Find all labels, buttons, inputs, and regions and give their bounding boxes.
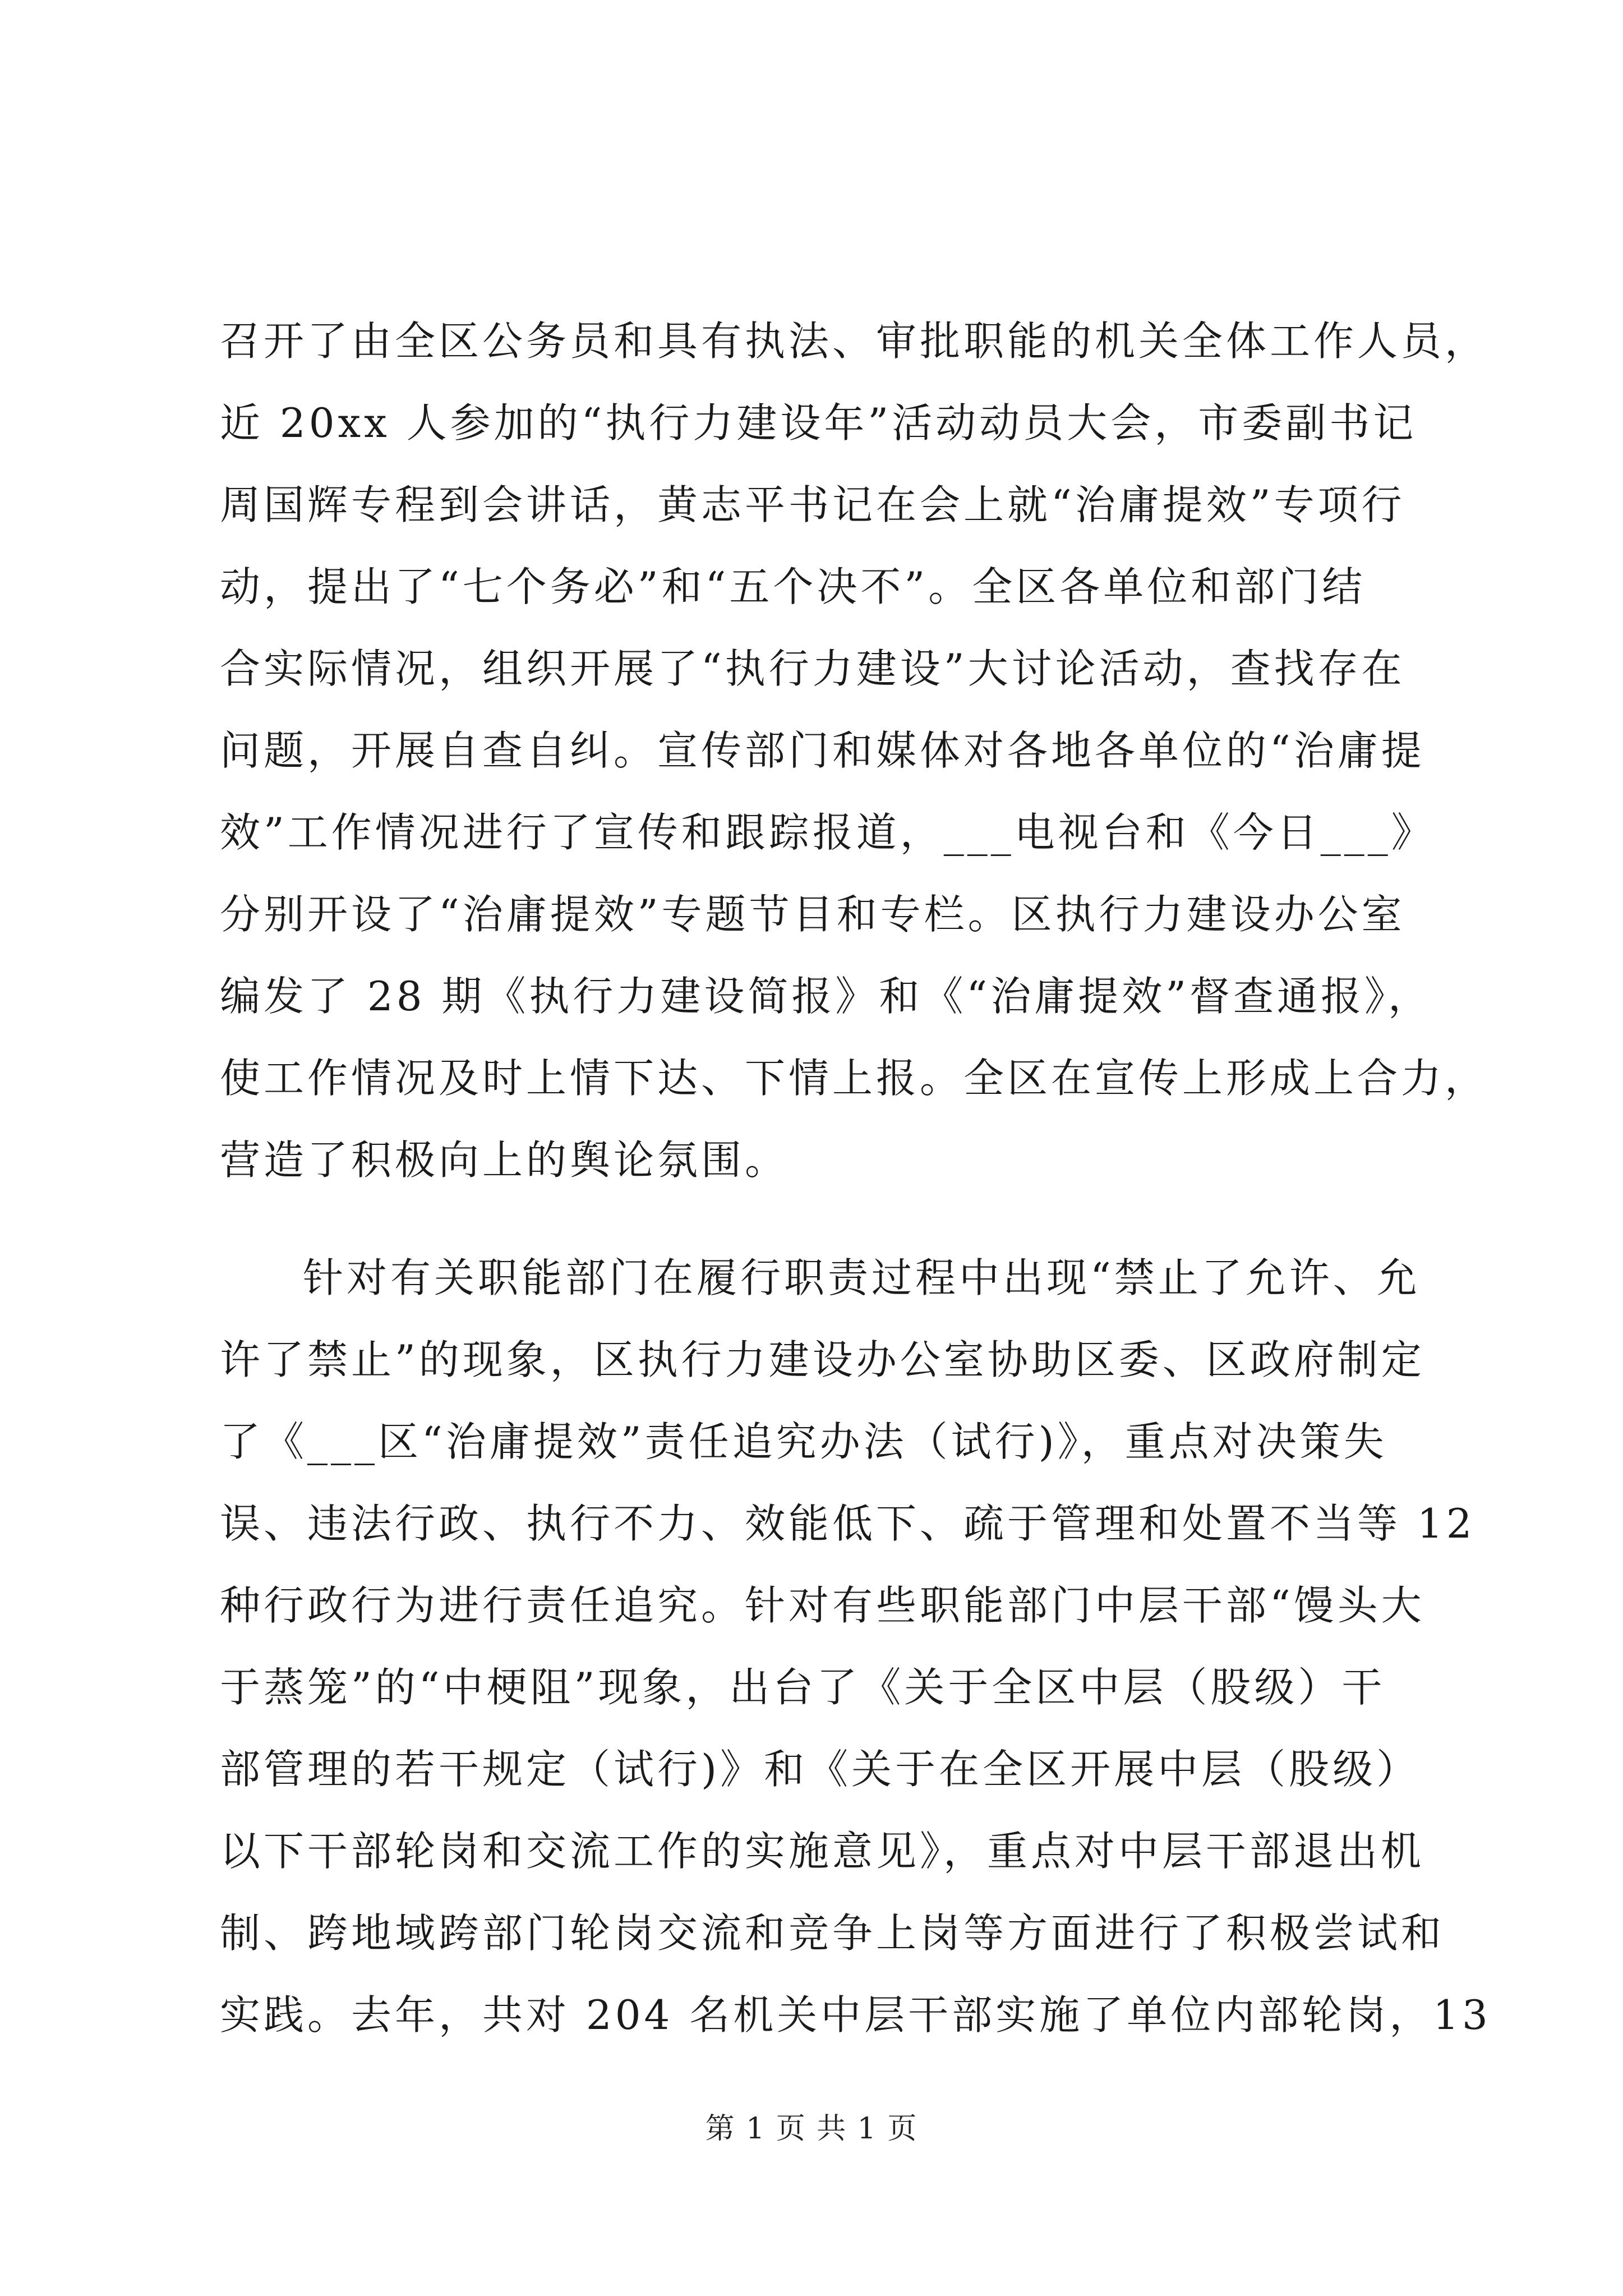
text-line: 召开了由全区公务员和具有执法、审批职能的机关全体工作人员， xyxy=(220,318,1489,365)
text-line: 制、跨地域跨部门轮岗交流和竞争上岗等方面进行了积极尝试和 xyxy=(220,1910,1445,1957)
text-line: 效”工作情况进行了宣传和跟踪报道，___电视台和《今日___》 xyxy=(220,809,1435,856)
paragraph-2 xyxy=(220,1237,1491,2056)
text-line: 误、违法行政、执行不力、效能低下、疏于管理和处置不当等 12 xyxy=(220,1500,1476,1547)
text-line: 部管理的若干规定（试行)》和《关于在全区开展中层（股级） xyxy=(220,1746,1421,1793)
text-line: 周国辉专程到会讲话，黄志平书记在会上就“治庸提效”专项行 xyxy=(220,481,1405,528)
text-line: 种行政行为进行责任追究。针对有些职能部门中层干部“馒头大 xyxy=(220,1582,1425,1629)
text-line: 许了禁止”的现象，区执行力建设办公室协助区委、区政府制定 xyxy=(220,1336,1425,1383)
text-line: 营造了积极向上的舆论氛围。 xyxy=(220,1137,789,1184)
paragraph-spacing xyxy=(220,1201,1414,1237)
text-line: 以下干部轮岗和交流工作的实施意见》，重点对中层干部退出机 xyxy=(220,1828,1425,1875)
text-line: 分别开设了“治庸提效”专题节目和专栏。区执行力建设办公室 xyxy=(220,891,1405,938)
text-line: 动，提出了“七个务必”和“五个决不”。全区各单位和部门结 xyxy=(220,563,1366,610)
page-number-footer: 第 1 页 共 1 页 xyxy=(705,2112,918,2146)
text-line: 针对有关职能部门在履行职责过程中出现“禁止了允许、允 xyxy=(303,1254,1421,1301)
text-line: 了《___区“治庸提效”责任追究办法（试行)》，重点对决策失 xyxy=(220,1418,1387,1465)
text-line: 使工作情况及时上情下达、下情上报。全区在宣传上形成上合力， xyxy=(220,1055,1489,1102)
text-line: 编发了 28 期《执行力建设简报》和《“治庸提效”督查通报》， xyxy=(220,973,1432,1020)
text-line: 实践。去年，共对 204 名机关中层干部实施了单位内部轮岗，13 xyxy=(220,1991,1491,2039)
paragraph-1 xyxy=(220,300,1489,1201)
body-text xyxy=(220,300,1491,2056)
text-line: 于蒸笼”的“中梗阻”现象，出台了《关于全区中层（股级）干 xyxy=(220,1664,1386,1711)
text-line: 近 20xx 人参加的“执行力建设年”活动动员大会，市委副书记 xyxy=(220,399,1417,447)
text-line: 合实际情况，组织开展了“执行力建设”大讨论活动，查找存在 xyxy=(220,645,1405,692)
text-line: 问题，开展自查自纠。宣传部门和媒体对各地各单位的“治庸提 xyxy=(220,727,1425,774)
